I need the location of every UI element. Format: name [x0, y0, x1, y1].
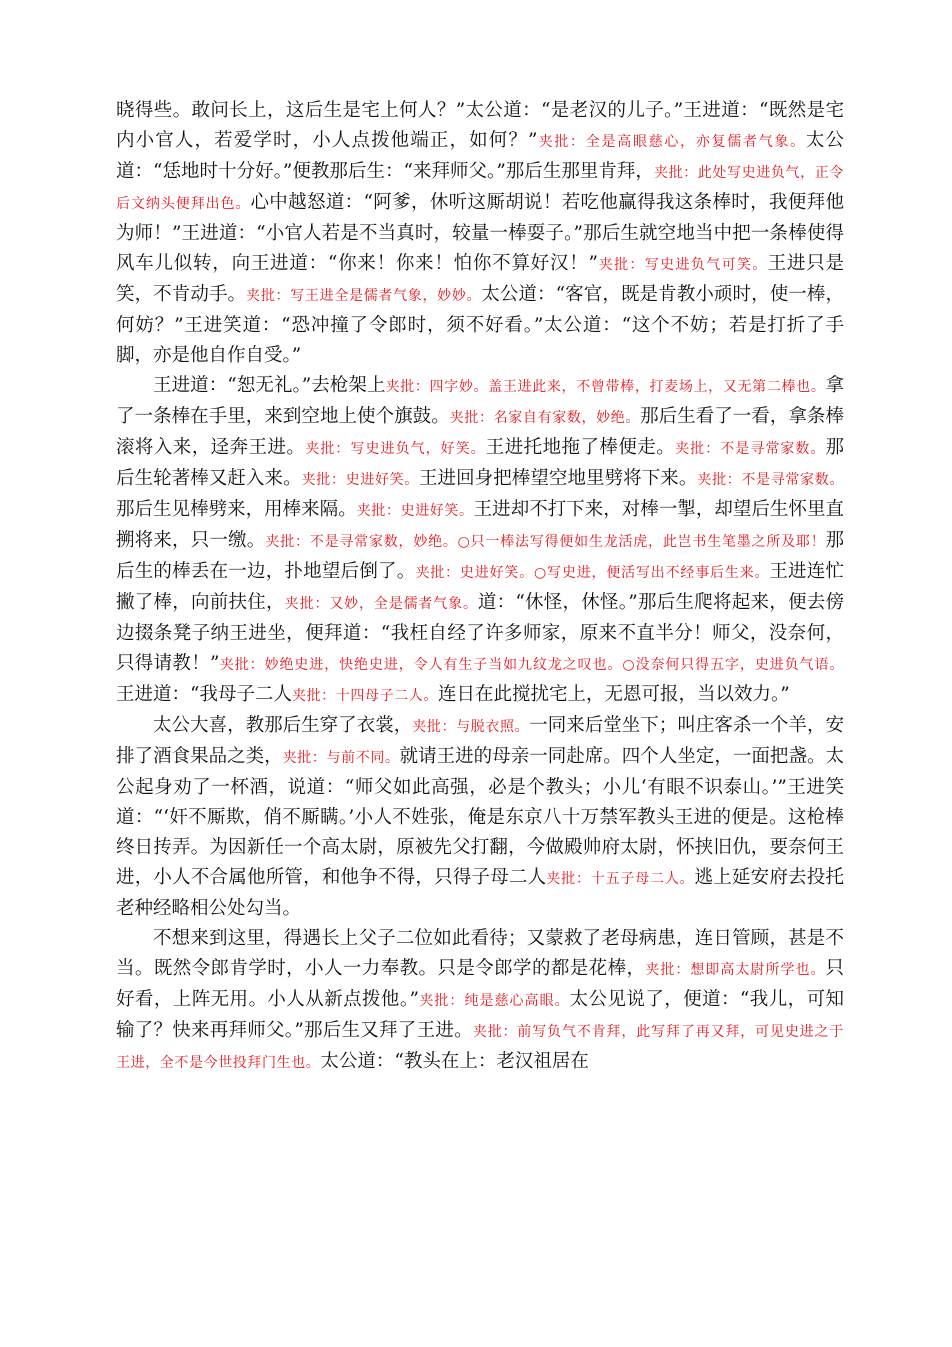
body-text: 那后生见棒劈来，用棒来隔。 — [116, 499, 357, 520]
commentary-annotation: 夹批：不是寻常家数。 — [697, 472, 844, 488]
commentary-annotation: 夹批：不是寻常家数。 — [675, 441, 826, 457]
body-paragraph — [116, 924, 844, 1078]
body-text: 连日在此搅扰宅上，无恩可报，当以效力。” — [437, 684, 790, 705]
commentary-annotation: 夹批：十四母子二人。 — [291, 688, 438, 704]
body-text: 就请王进的母亲一同赴席。四个人坐定，一面把盏。太公起身劝了一杯酒，说道：“师父如此高强，必是个教头；小儿‘有眼不识泰山。’”王进笑道：“‘奸不厮欺，俏不厮瞒。’小人不姓张，俺是东京八十万禁军教头王进的便是。这枪棒终日抟弄。为因新任一个高太尉，原被先父打翻，今做殿帅府太尉，怀挟旧仇，要奈何王进，小人不合属他所管，和他争不得，只得子母二人 — [116, 746, 844, 888]
body-paragraph — [116, 371, 844, 711]
commentary-annotation: 夹批：与脱衣照。 — [412, 719, 530, 735]
commentary-annotation: 夹批：名家自有家数，妙绝。 — [449, 410, 641, 426]
body-text: 太公见说了，便道：“我儿，可知输了？快来再拜师父。”那后生又拜了王进。 — [116, 989, 844, 1041]
body-text: 太公道：“教头在上：老汉祖居在 — [320, 1051, 589, 1072]
commentary-annotation: 夹批：妙绝史进，快绝史进，令人有生子当如九纹龙之叹也。○没奈何只得五字，史进负气语。 — [219, 657, 844, 673]
body-text: 王进托地拖了棒便走。 — [485, 437, 676, 458]
body-paragraph — [116, 96, 844, 371]
body-text: 王进却不打下来，对棒一掣，却望后生怀里直搠将来，只一缴。 — [116, 499, 844, 551]
body-text: 王进连忙撇了棒，向前扶住， — [116, 561, 844, 613]
document-page — [116, 96, 844, 1078]
commentary-annotation: 夹批：此处写史进负气，正令后文纳头便拜出色。 — [116, 165, 844, 212]
body-text: 太公大喜，教那后生穿了衣裳， — [153, 715, 413, 736]
body-text: 晓得些。敢问长上，这后生是宅上何人？”太公道：“是老汉的儿子。”王进道：“既然是宅内小官人，若爱学时，小人点拨他端正，如何？” — [116, 100, 844, 151]
commentary-annotation: 夹批：想即高太尉所学也。 — [645, 962, 826, 978]
commentary-annotation: 夹批：不是寻常家数，妙绝。○只一棒法写得便如生龙活虎，此岂书生笔墨之所及耶！ — [265, 534, 826, 550]
commentary-annotation: 夹批：与前不同。 — [282, 750, 400, 766]
body-text: 逃上延安府去投托老种经略相公处勾当。 — [116, 867, 844, 919]
body-text: 太公道：“客官，既是肯教小顽时，使一棒，何妨？”王进笑道：“恐冲撞了令郎时，须不好看。”太公道：“这个不妨；若是打折了手脚，亦是他自作自受。” — [116, 284, 844, 366]
body-text: 那后生的棒丢在一边，扑地望后倒了。 — [116, 530, 844, 582]
body-text: 不想来到这里，得遇长上父子二位如此看待；又蒙救了老母病患，连日管顾，甚是不当。既然令郎肯学时，小人一力奉教。只是令郎学的都是花棒， — [116, 928, 844, 979]
commentary-annotation: 夹批：十五子母二人。 — [546, 871, 695, 887]
body-text: 王进回身把棒望空地里劈将下来。 — [418, 468, 698, 489]
body-text: 王进只是笑，不肯动手。 — [116, 253, 844, 305]
commentary-annotation: 夹批：纯是慈心高眼。 — [418, 993, 570, 1009]
commentary-annotation: 夹批：写王进全是儒者气象，妙妙。 — [246, 288, 482, 304]
body-text: 拿了一条棒在手里，来到空地上使个旗鼓。 — [116, 375, 844, 427]
body-text: 只好看，上阵无用。小人从新点拨他。” — [116, 958, 844, 1010]
commentary-annotation: 夹批：史进好笑。 — [356, 503, 474, 519]
body-text: 王进道：“我母子二人 — [116, 684, 292, 705]
commentary-annotation: 夹批：前写负气不肯拜，此写拜了再又拜，可见史进之于王进，全不是今世投拜门生也。 — [116, 1024, 844, 1071]
body-text: 太公道：“恁地时十分好。”便教那后生：“来拜师父。”那后生那里肯拜， — [116, 130, 844, 182]
body-text: 心中越怒道：“阿爹，休听这厮胡说！若吃他赢得我这条棒时，我便拜他为师！”王进道：“小官人若是不当真时，较量一棒耍子。”那后生就空地当中把一条棒使得风车儿似转，向王进道：“你来！你来！怕你不算好汉！” — [116, 192, 844, 274]
commentary-annotation: 夹批：又妙，全是儒者气象。 — [284, 596, 478, 612]
body-text: 道：“休怪，休怪。”那后生爬将起来，便去傍边掇条凳子纳王进坐，便拜道：“我枉自经了许多师家，原来不直半分！师父，没奈何，只得请教！” — [116, 592, 844, 674]
body-text: 一同来后堂坐下；叫庄客杀一个羊，安排了酒食果品之类， — [116, 715, 844, 767]
body-text: 那后生轮著棒又赶入来。 — [116, 437, 845, 489]
commentary-annotation: 夹批：全是高眼慈心，亦复儒者气象。 — [537, 134, 806, 150]
commentary-annotation: 夹批：四字妙。盖王进此来，不曾带棒，打麦场上，又无第二棒也。 — [385, 379, 826, 395]
body-paragraph — [116, 711, 844, 924]
commentary-annotation: 夹批：写史进负气，好笑。 — [305, 441, 486, 457]
commentary-annotation: 夹批：写史进负气可笑。 — [597, 257, 768, 273]
body-text: 王进道：“恕无礼。”去枪架上 — [153, 375, 386, 396]
commentary-annotation: 夹批：史进好笑。○写史进，便活写出不经事后生来。 — [415, 565, 770, 581]
commentary-annotation: 夹批：史进好笑。 — [301, 472, 419, 488]
body-text: 那后生看了一看，拿条棒滚将入来，迳奔王进。 — [116, 406, 844, 458]
